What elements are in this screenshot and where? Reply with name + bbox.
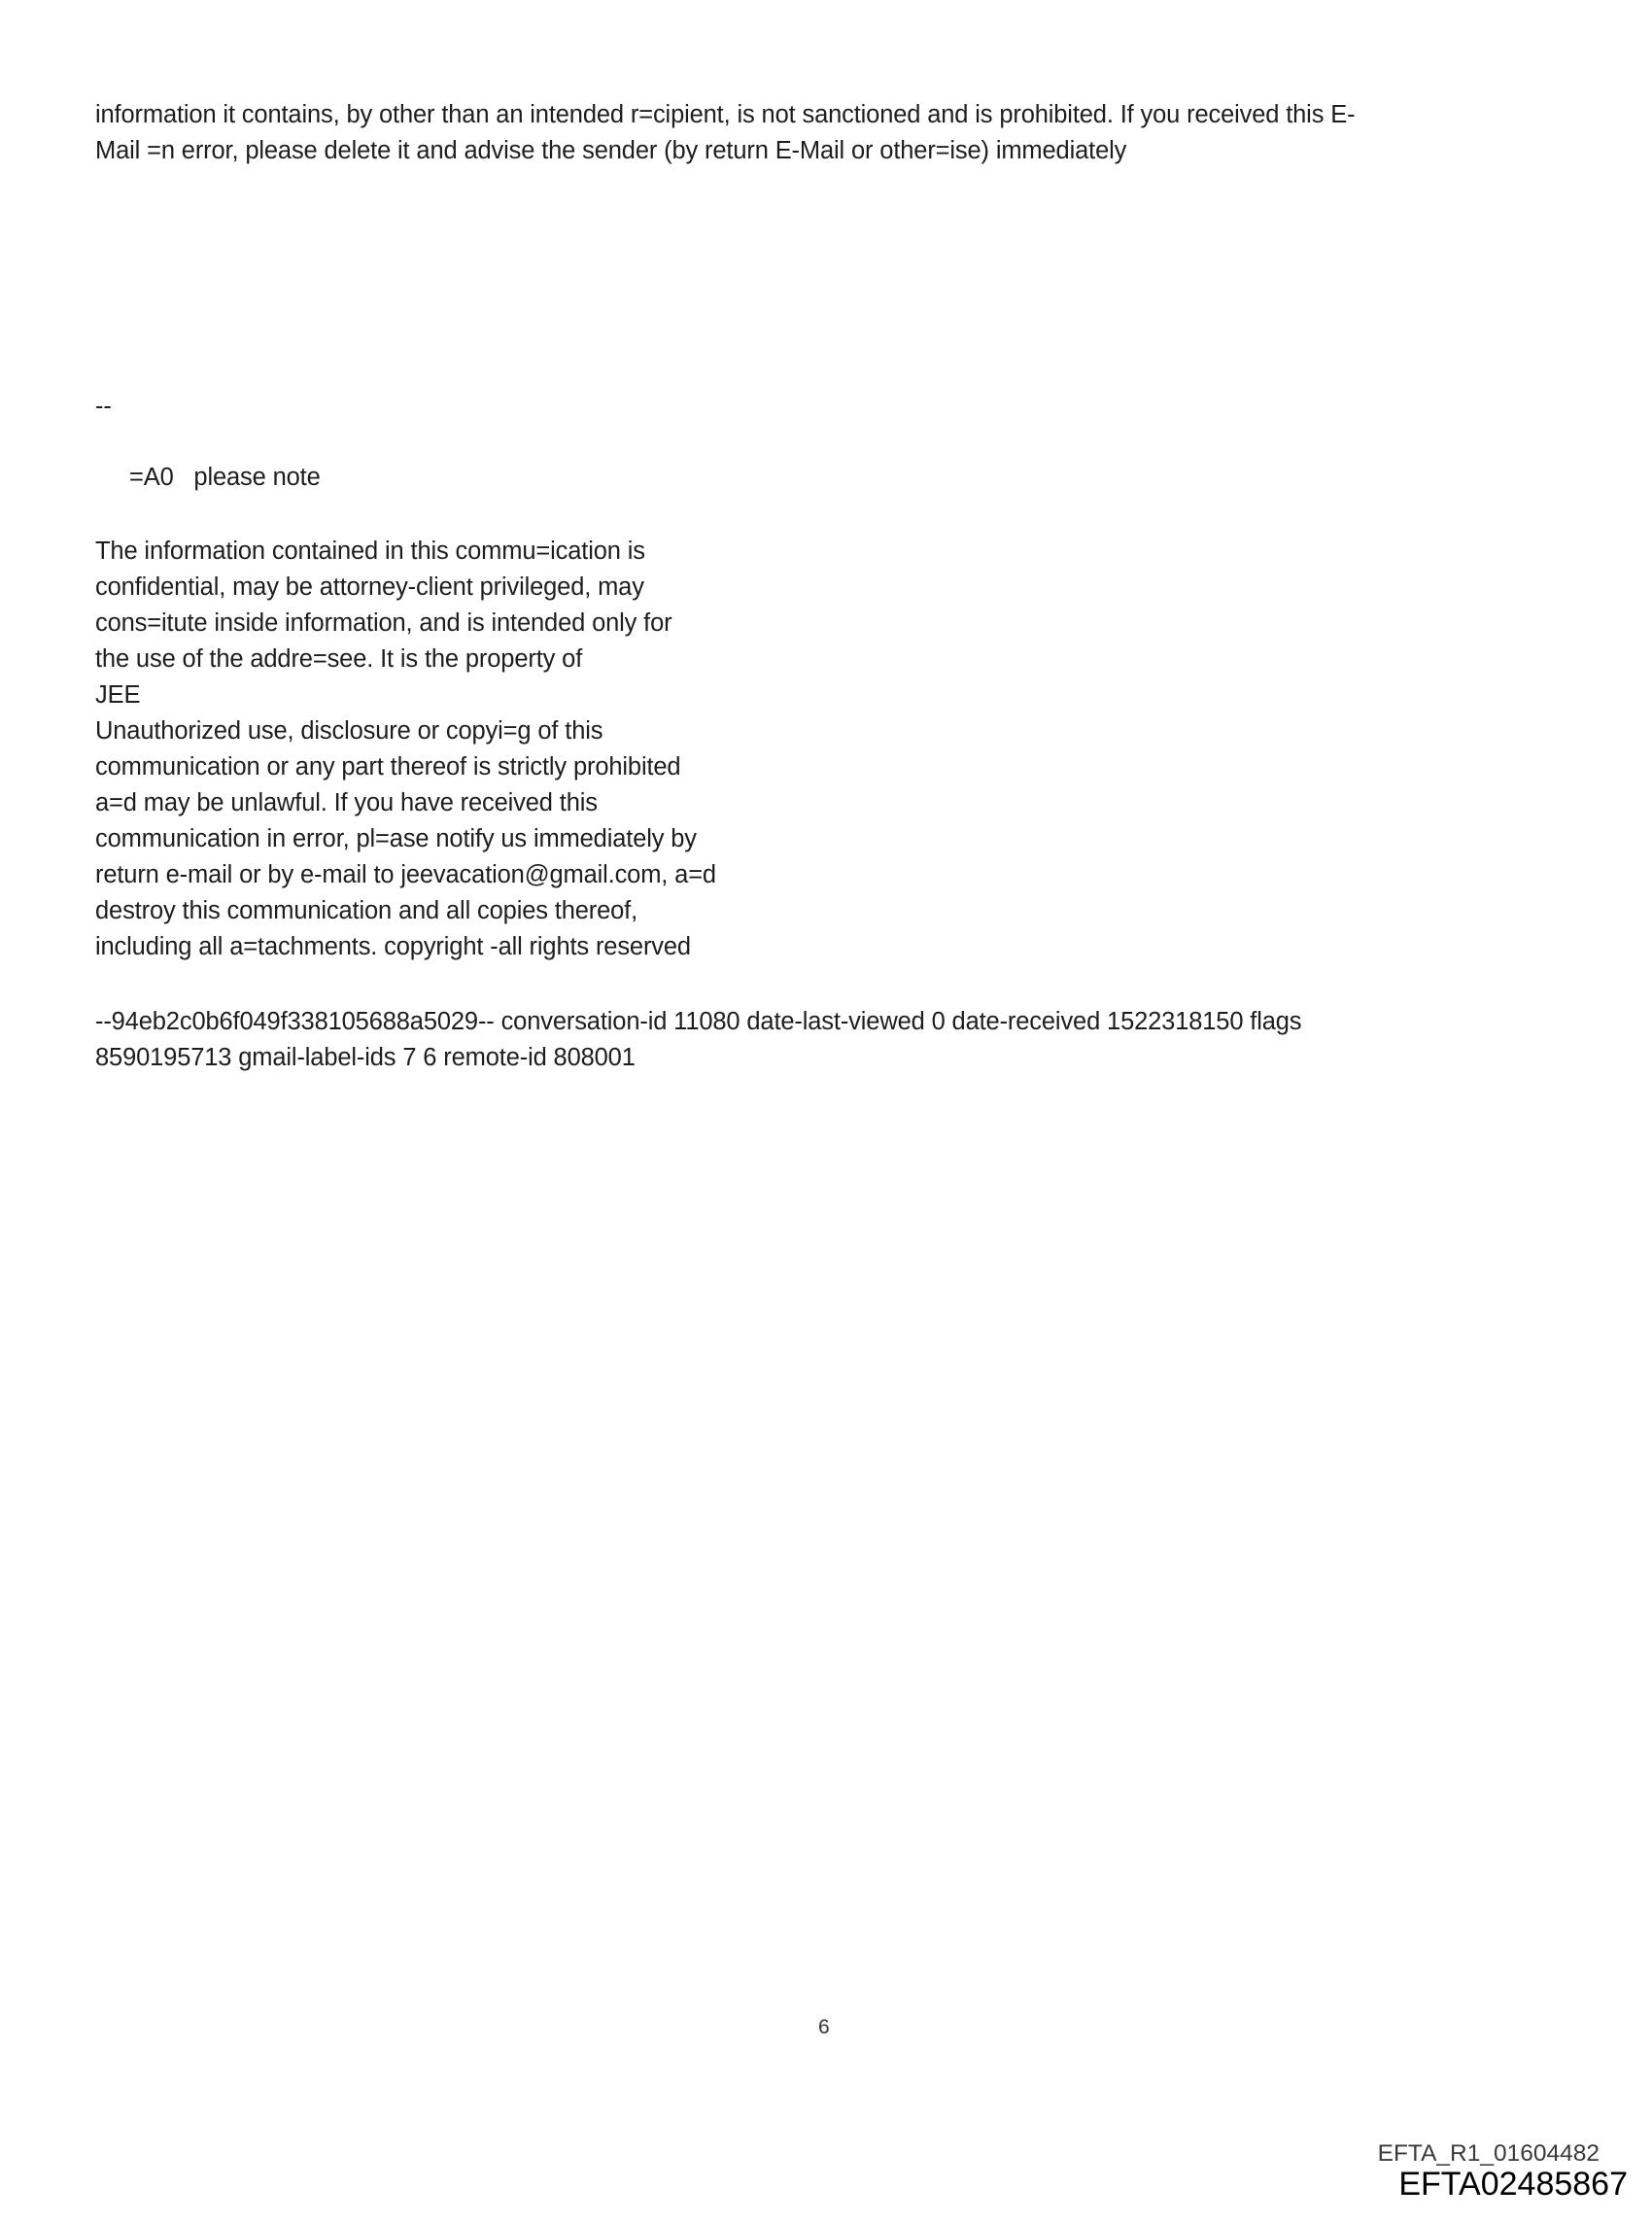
note-line: =A0 please note — [129, 464, 321, 491]
text-line: communication or any part thereof is strictly prohibited — [95, 753, 681, 781]
text-line: Mail =n error, please delete it and advise the sender (by return E-Mail or other=ise) immediately — [95, 137, 1127, 164]
text-line: Unauthorized use, disclosure or copyi=g of this — [95, 717, 603, 745]
text-line: the use of the addre=see. It is the property of — [95, 645, 583, 673]
text-line: including all a=tachments. copyright -all rights reserved — [95, 933, 691, 960]
top-paragraph — [95, 97, 1355, 169]
text-line: confidential, may be attorney-client privileged, may — [95, 573, 644, 601]
text-line: communication in error, pl=ase notify us immediately by — [95, 825, 697, 852]
text-line: 8590195713 gmail-label-ids 7 6 remote-id 808001 — [95, 1044, 636, 1071]
text-line: The information contained in this commu=ication is — [95, 538, 645, 565]
bates-number-primary: EFTA_R1_01604482 — [1377, 2140, 1600, 2167]
message-metadata — [95, 1004, 1301, 1076]
separator: -- — [95, 393, 112, 420]
text-line: cons=itute inside information, and is intended only for — [95, 609, 672, 637]
text-line: --94eb2c0b6f049f338105688a5029-- conversation-id 11080 date-last-viewed 0 date-received 1522318150 flags — [95, 1008, 1302, 1035]
text-line: return e-mail or by e-mail to jeevacation@gmail.com, a=d — [95, 861, 716, 888]
text-line: information it contains, by other than an intended r=cipient, is not sanctioned and is prohibited. If you received this E- — [95, 101, 1356, 128]
text-line: JEE — [95, 681, 141, 709]
text-line: a=d may be unlawful. If you have received this — [95, 789, 598, 816]
bates-number-secondary: EFTA02485867 — [1398, 2166, 1628, 2203]
page-number: 6 — [818, 2016, 830, 2038]
disclaimer-paragraph — [95, 534, 716, 965]
text-line: destroy this communication and all copies thereof, — [95, 897, 638, 924]
